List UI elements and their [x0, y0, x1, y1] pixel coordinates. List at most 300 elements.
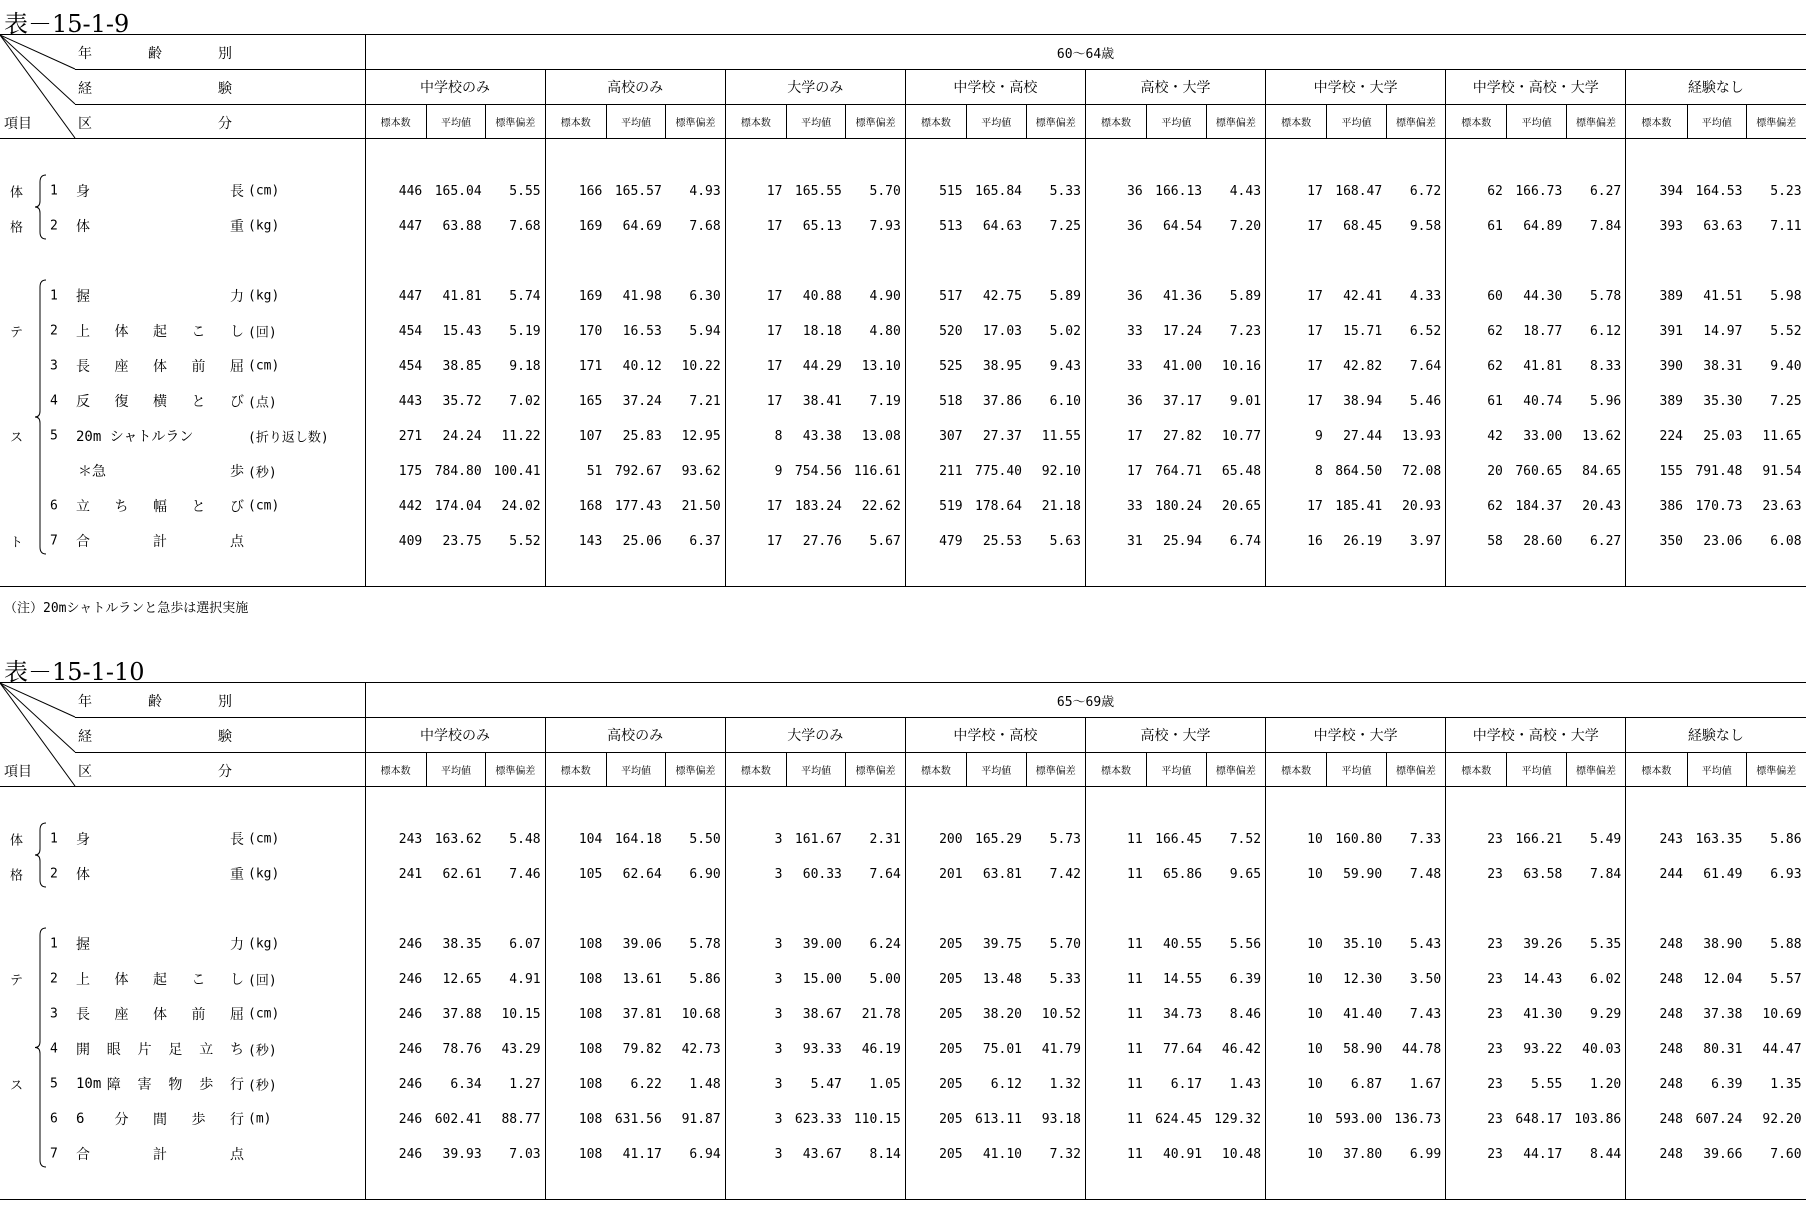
data-cell: 350 — [1626, 524, 1687, 559]
data-cell: 41.51 — [1703, 288, 1743, 304]
footnote: （注）20mシャトルランと急歩は選択実施 — [4, 601, 249, 616]
data-cell: 12.30 — [1343, 971, 1383, 987]
data-cell: 6.87 — [1350, 1076, 1383, 1092]
data-cell: 10 — [1266, 997, 1327, 1032]
stat-subheader: 標本数 — [1626, 752, 1687, 786]
data-cell: 205 — [905, 1067, 966, 1102]
data-cell: 23.75 — [442, 533, 482, 549]
experience-group-header: 中学校・高校 — [905, 70, 1085, 104]
item-name-part: 復 — [114, 394, 129, 410]
data-cell: 3.97 — [1409, 533, 1442, 549]
item-name-part: 長 — [230, 184, 244, 200]
data-cell: 64.69 — [622, 218, 662, 234]
data-cell: 5.49 — [1589, 831, 1622, 847]
experience-group-header: 高校・大学 — [1085, 70, 1265, 104]
data-cell: 168 — [545, 489, 606, 524]
data-cell: 38.20 — [982, 1006, 1022, 1022]
stat-subheader: 標準偏差 — [486, 104, 545, 138]
row-item-label — [0, 857, 365, 892]
data-cell: 165.57 — [614, 183, 662, 199]
experience-group-header: 中学校のみ — [365, 718, 545, 752]
stat-subheader: 標本数 — [365, 752, 426, 786]
data-cell: 6.39 — [1711, 1076, 1743, 1092]
data-cell: 37.80 — [1343, 1146, 1383, 1162]
stat-subheader: 標準偏差 — [1206, 752, 1265, 786]
data-cell: 7.11 — [1746, 209, 1806, 244]
table-row — [0, 857, 1806, 892]
data-cell: 37.17 — [1162, 393, 1203, 409]
item-name-part: 前 — [191, 359, 206, 375]
data-cell: 44.17 — [1523, 1146, 1563, 1162]
data-cell: 244 — [1626, 857, 1687, 892]
item-name-part: 体 — [114, 972, 129, 988]
data-cell: 44.47 — [1746, 1032, 1806, 1067]
data-cell: 394 — [1626, 174, 1687, 209]
data-cell: 205 — [905, 1032, 966, 1067]
data-cell: 1.05 — [869, 1076, 901, 1092]
section-brace — [34, 822, 48, 892]
table-row — [0, 279, 1806, 314]
data-cell: 38.35 — [442, 936, 482, 952]
data-cell: 17.03 — [982, 323, 1022, 339]
section-label: ト — [10, 535, 24, 551]
data-cell: 33 — [1085, 314, 1146, 349]
stat-subheader: 平均値 — [1687, 752, 1746, 786]
data-cell: 41.79 — [1041, 1041, 1081, 1057]
data-cell: 165.84 — [975, 183, 1022, 199]
data-cell: 5.86 — [1746, 822, 1806, 857]
data-cell: 17 — [725, 524, 786, 559]
data-cell: 25.03 — [1703, 428, 1743, 444]
item-number: 3 — [50, 1006, 58, 1022]
data-cell: 13.48 — [982, 971, 1022, 987]
data-cell: 10 — [1266, 927, 1327, 962]
experience-group-header: 高校のみ — [545, 70, 725, 104]
item-name-part: 立 — [199, 1042, 214, 1058]
item-unit: (cm) — [248, 183, 280, 199]
header-experience-label: 経 験 — [78, 81, 232, 97]
data-cell: 517 — [905, 279, 966, 314]
data-cell: 42.73 — [681, 1041, 721, 1057]
stat-subheader: 標本数 — [1085, 752, 1146, 786]
data-cell: 40.88 — [802, 288, 842, 304]
data-cell: 165.04 — [434, 183, 482, 199]
item-unit: (m) — [248, 1111, 272, 1127]
table-row — [0, 314, 1806, 349]
data-cell: 41.36 — [1162, 288, 1203, 304]
data-cell: 16 — [1266, 524, 1327, 559]
data-cell: 91.87 — [681, 1111, 721, 1127]
data-cell: 61 — [1446, 209, 1507, 244]
data-cell: 10 — [1266, 857, 1327, 892]
data-cell: 11 — [1085, 1137, 1146, 1172]
data-cell: 7.60 — [1746, 1137, 1806, 1172]
experience-group-header: 中学校・高校・大学 — [1446, 718, 1626, 752]
table-row — [0, 174, 1806, 209]
data-cell: 5.33 — [1049, 971, 1081, 987]
data-cell: 5.78 — [689, 936, 721, 952]
item-number: 5 — [50, 428, 58, 444]
data-cell: 143 — [545, 524, 606, 559]
data-cell: 6.27 — [1589, 183, 1622, 199]
item-number: 6 — [50, 498, 58, 514]
data-cell: 17 — [725, 209, 786, 244]
data-cell: 25.06 — [622, 533, 662, 549]
data-cell: 165.55 — [794, 183, 842, 199]
experience-group-header: 中学校・大学 — [1266, 718, 1446, 752]
data-cell: 13.62 — [1582, 428, 1622, 444]
data-cell: 7.93 — [869, 218, 901, 234]
item-name-part: 体 — [76, 219, 90, 235]
data-cell: 129.32 — [1214, 1111, 1262, 1127]
item-number: 2 — [50, 971, 58, 987]
data-cell: 11 — [1085, 1067, 1146, 1102]
data-cell: 41.17 — [622, 1146, 662, 1162]
data-cell: 11 — [1085, 1102, 1146, 1137]
data-cell: 78.76 — [442, 1041, 482, 1057]
data-cell: 3 — [725, 1067, 786, 1102]
data-cell: 6.17 — [1170, 1076, 1203, 1092]
data-cell: 12.95 — [681, 428, 721, 444]
data-cell: 1.67 — [1409, 1076, 1442, 1092]
data-cell: 75.01 — [982, 1041, 1022, 1057]
data-cell: 37.24 — [622, 393, 662, 409]
stat-subheader: 標本数 — [365, 104, 426, 138]
table-row — [0, 1032, 1806, 1067]
data-cell: 108 — [545, 1102, 606, 1137]
section-brace — [34, 279, 48, 559]
data-cell: 58.90 — [1343, 1041, 1383, 1057]
data-cell: 62 — [1446, 174, 1507, 209]
item-name-part: 屈 — [230, 1007, 244, 1023]
data-cell: 5.57 — [1746, 962, 1806, 997]
data-cell: 6.94 — [689, 1146, 721, 1162]
stat-subheader: 標本数 — [725, 104, 786, 138]
section-label: ス — [10, 430, 24, 446]
data-cell: 38.94 — [1343, 393, 1383, 409]
item-unit: (cm) — [248, 498, 280, 514]
item-name-part: 足 — [168, 1042, 183, 1058]
item-name-part: し — [230, 324, 244, 340]
data-cell: 11 — [1085, 962, 1146, 997]
row-item-label — [0, 1102, 365, 1137]
item-name-part: 物 — [168, 1077, 183, 1093]
data-cell: 17 — [725, 489, 786, 524]
item-unit: (回) — [248, 325, 277, 341]
data-cell: 248 — [1626, 962, 1687, 997]
data-cell: 20 — [1446, 454, 1507, 489]
table-row — [0, 209, 1806, 244]
item-name-part: 歩 — [199, 1077, 214, 1093]
data-cell: 409 — [365, 524, 426, 559]
data-cell: 35.10 — [1343, 936, 1383, 952]
data-cell: 41.98 — [622, 288, 662, 304]
data-cell: 80.31 — [1703, 1041, 1743, 1057]
stat-subheader: 標本数 — [905, 752, 966, 786]
stat-subheader: 標準偏差 — [1746, 104, 1806, 138]
stat-subheader: 平均値 — [1687, 104, 1746, 138]
data-cell: 42.41 — [1343, 288, 1383, 304]
data-cell: 20.65 — [1221, 498, 1262, 514]
item-name-part: ち — [114, 499, 129, 515]
data-cell: 791.48 — [1695, 463, 1743, 479]
data-cell: 7.64 — [869, 866, 901, 882]
data-cell: 28.60 — [1523, 533, 1563, 549]
data-cell: 20.93 — [1402, 498, 1442, 514]
data-cell: 864.50 — [1335, 463, 1383, 479]
data-cell: 386 — [1626, 489, 1687, 524]
stat-subheader: 標準偏差 — [1746, 752, 1806, 786]
data-cell: 5.00 — [869, 971, 901, 987]
data-cell: 5.46 — [1409, 393, 1442, 409]
item-number: 1 — [50, 183, 58, 199]
stat-subheader: 平均値 — [606, 752, 665, 786]
data-cell: 446 — [365, 174, 426, 209]
data-cell: 46.42 — [1221, 1041, 1262, 1057]
experience-group-header: 大学のみ — [725, 718, 905, 752]
data-cell: 17 — [1266, 384, 1327, 419]
data-cell: 3 — [725, 1102, 786, 1137]
data-cell: 108 — [545, 1067, 606, 1102]
row-item-label — [0, 279, 365, 314]
table-caption: 表－15-1-10 — [4, 658, 145, 686]
item-number: 4 — [50, 393, 58, 409]
data-cell: 5.67 — [869, 533, 901, 549]
data-cell: 5.94 — [689, 323, 721, 339]
row-item-label — [0, 384, 365, 419]
data-cell: 42 — [1446, 419, 1507, 454]
item-name-part: 力 — [230, 937, 244, 953]
data-cell: 7.52 — [1229, 831, 1262, 847]
data-cell: 11.22 — [501, 428, 541, 444]
section-label: 格 — [10, 868, 24, 884]
data-cell: 10 — [1266, 1032, 1327, 1067]
data-cell: 35.72 — [442, 393, 482, 409]
data-cell: 5.89 — [1049, 288, 1081, 304]
data-cell: 5.73 — [1049, 831, 1081, 847]
stat-subheader: 標準偏差 — [846, 752, 905, 786]
stat-subheader: 標本数 — [905, 104, 966, 138]
data-cell: 44.78 — [1402, 1041, 1442, 1057]
row-item-label — [0, 349, 365, 384]
data-cell: 6.08 — [1746, 524, 1806, 559]
data-cell: 44.29 — [802, 358, 842, 374]
data-cell: 10.52 — [1041, 1006, 1081, 1022]
data-cell: 164.53 — [1695, 183, 1743, 199]
table-row — [0, 1067, 1806, 1102]
row-item-label — [0, 489, 365, 524]
data-cell: 33 — [1085, 489, 1146, 524]
data-cell: 27.82 — [1162, 428, 1203, 444]
data-cell: 107 — [545, 419, 606, 454]
experience-group-header: 大学のみ — [725, 70, 905, 104]
stat-subheader: 平均値 — [1147, 752, 1206, 786]
data-cell: 520 — [905, 314, 966, 349]
data-cell: 5.70 — [1049, 936, 1081, 952]
stat-subheader: 平均値 — [1327, 752, 1386, 786]
data-cell: 205 — [905, 1102, 966, 1137]
item-name-part: 計 — [153, 1147, 167, 1163]
data-cell: 602.41 — [434, 1111, 482, 1127]
data-cell: 15.43 — [442, 323, 482, 339]
data-cell: 9.65 — [1229, 866, 1262, 882]
age-group-header: 65～69歳 — [365, 683, 1806, 718]
data-cell: 88.77 — [501, 1111, 541, 1127]
data-cell: 42.82 — [1343, 358, 1383, 374]
data-cell: 5.78 — [1589, 288, 1622, 304]
header-category-label: 区 分 — [78, 116, 232, 132]
data-cell: 6.99 — [1409, 1146, 1442, 1162]
data-cell: 7.25 — [1746, 384, 1806, 419]
data-cell: 205 — [905, 997, 966, 1032]
item-name-part: 10m — [76, 1076, 102, 1092]
data-cell: 25.94 — [1162, 533, 1203, 549]
header-item-label: 項目 — [4, 764, 32, 780]
data-cell: 108 — [545, 1032, 606, 1067]
data-cell: 224 — [1626, 419, 1687, 454]
data-cell: 5.98 — [1746, 279, 1806, 314]
stat-subheader: 標準偏差 — [1026, 752, 1085, 786]
data-cell: 168.47 — [1335, 183, 1383, 199]
data-cell: 4.91 — [509, 971, 541, 987]
data-cell: 13.08 — [861, 428, 901, 444]
section-label: 体 — [10, 185, 24, 201]
data-cell: 17 — [1266, 314, 1327, 349]
data-cell: 6.74 — [1229, 533, 1262, 549]
data-cell: 60 — [1446, 279, 1507, 314]
data-cell: 9 — [725, 454, 786, 489]
data-cell: 760.65 — [1515, 463, 1563, 479]
item-name-part: 握 — [76, 289, 90, 305]
data-cell: 243 — [1626, 822, 1687, 857]
data-cell: 3 — [725, 822, 786, 857]
data-cell: 8 — [725, 419, 786, 454]
item-name-part: 長 — [76, 1007, 90, 1023]
data-cell: 6.10 — [1049, 393, 1081, 409]
data-cell: 246 — [365, 1137, 426, 1172]
experience-group-header: 高校・大学 — [1085, 718, 1265, 752]
item-name-part: し — [230, 972, 244, 988]
data-cell: 17 — [1266, 279, 1327, 314]
data-cell: 6.07 — [509, 936, 541, 952]
table-caption: 表－15-1-9 — [4, 10, 130, 38]
data-cell: 38.31 — [1703, 358, 1743, 374]
data-cell: 12.65 — [442, 971, 482, 987]
stat-subheader: 平均値 — [786, 104, 845, 138]
data-cell: 38.41 — [802, 393, 842, 409]
item-name-part: 上 — [76, 324, 90, 340]
item-name-part: 害 — [137, 1077, 152, 1093]
data-cell: 43.38 — [802, 428, 842, 444]
stat-subheader: 標本数 — [545, 104, 606, 138]
item-name-part: 起 — [153, 324, 167, 340]
data-cell: 5.88 — [1746, 927, 1806, 962]
data-cell: 389 — [1626, 384, 1687, 419]
data-cell: 1.20 — [1589, 1076, 1622, 1092]
item-name-part: 幅 — [153, 499, 167, 515]
data-cell: 248 — [1626, 1102, 1687, 1137]
data-cell: 11 — [1085, 927, 1146, 962]
item-name-part: 合 — [76, 534, 90, 550]
data-cell: 6.02 — [1589, 971, 1622, 987]
row-item-label — [0, 927, 365, 962]
data-cell: 10.69 — [1746, 997, 1806, 1032]
data-cell: 23 — [1446, 822, 1507, 857]
data-cell: 6.39 — [1229, 971, 1262, 987]
item-number: 4 — [50, 1041, 58, 1057]
data-cell: 5.96 — [1589, 393, 1622, 409]
stat-subheader: 平均値 — [1507, 752, 1566, 786]
data-cell: 7.68 — [689, 218, 721, 234]
data-cell: 42.75 — [982, 288, 1022, 304]
stat-subheader: 標本数 — [1446, 752, 1507, 786]
item-number: 3 — [50, 358, 58, 374]
row-item-label — [0, 1032, 365, 1067]
data-cell: 248 — [1626, 1137, 1687, 1172]
data-cell: 166.45 — [1155, 831, 1203, 847]
data-cell: 754.56 — [794, 463, 842, 479]
data-cell: 4.93 — [689, 183, 721, 199]
item-unit: (cm) — [248, 831, 280, 847]
data-cell: 454 — [365, 349, 426, 384]
data-cell: 22.62 — [861, 498, 901, 514]
data-cell: 201 — [905, 857, 966, 892]
data-cell: 6.24 — [869, 936, 901, 952]
data-cell: 24.24 — [442, 428, 482, 444]
data-cell: 136.73 — [1394, 1111, 1442, 1127]
data-cell: 35.30 — [1703, 393, 1743, 409]
data-cell: 31 — [1085, 524, 1146, 559]
data-cell: 155 — [1626, 454, 1687, 489]
data-cell: 62.61 — [442, 866, 482, 882]
stat-subheader: 標準偏差 — [1386, 104, 1445, 138]
table-row — [0, 384, 1806, 419]
item-name-part: 座 — [114, 1007, 129, 1023]
data-cell: 18.77 — [1523, 323, 1563, 339]
data-cell: 3 — [725, 857, 786, 892]
data-cell: 21.18 — [1041, 498, 1081, 514]
item-name-part: 分 — [114, 1112, 129, 1128]
data-cell: 5.50 — [689, 831, 721, 847]
data-cell: 6.30 — [689, 288, 721, 304]
data-cell: 5.43 — [1409, 936, 1442, 952]
item-number: 7 — [50, 533, 58, 549]
item-unit: (秒) — [248, 465, 277, 481]
data-cell: 39.66 — [1703, 1146, 1743, 1162]
data-cell: 6.12 — [1589, 323, 1622, 339]
data-cell: 18.18 — [802, 323, 842, 339]
stat-subheader: 標本数 — [1446, 104, 1507, 138]
data-cell: 17 — [1266, 489, 1327, 524]
data-cell: 9.43 — [1049, 358, 1081, 374]
data-cell: 43.67 — [802, 1146, 842, 1162]
stat-subheader: 標準偏差 — [1386, 752, 1445, 786]
data-cell: 170 — [545, 314, 606, 349]
data-cell: 93.33 — [802, 1041, 842, 1057]
data-cell: 92.10 — [1041, 463, 1081, 479]
data-cell: 93.22 — [1523, 1041, 1563, 1057]
data-cell: 1.43 — [1229, 1076, 1262, 1092]
data-cell: 5.52 — [509, 533, 541, 549]
item-number: 1 — [50, 831, 58, 847]
data-cell: 62.64 — [622, 866, 662, 882]
data-cell: 163.35 — [1695, 831, 1743, 847]
data-cell: 183.24 — [794, 498, 842, 514]
row-item-label — [0, 209, 365, 244]
data-cell: 9.18 — [509, 358, 541, 374]
item-name-part: ＊急 — [78, 464, 106, 480]
stat-subheader: 平均値 — [1147, 104, 1206, 138]
